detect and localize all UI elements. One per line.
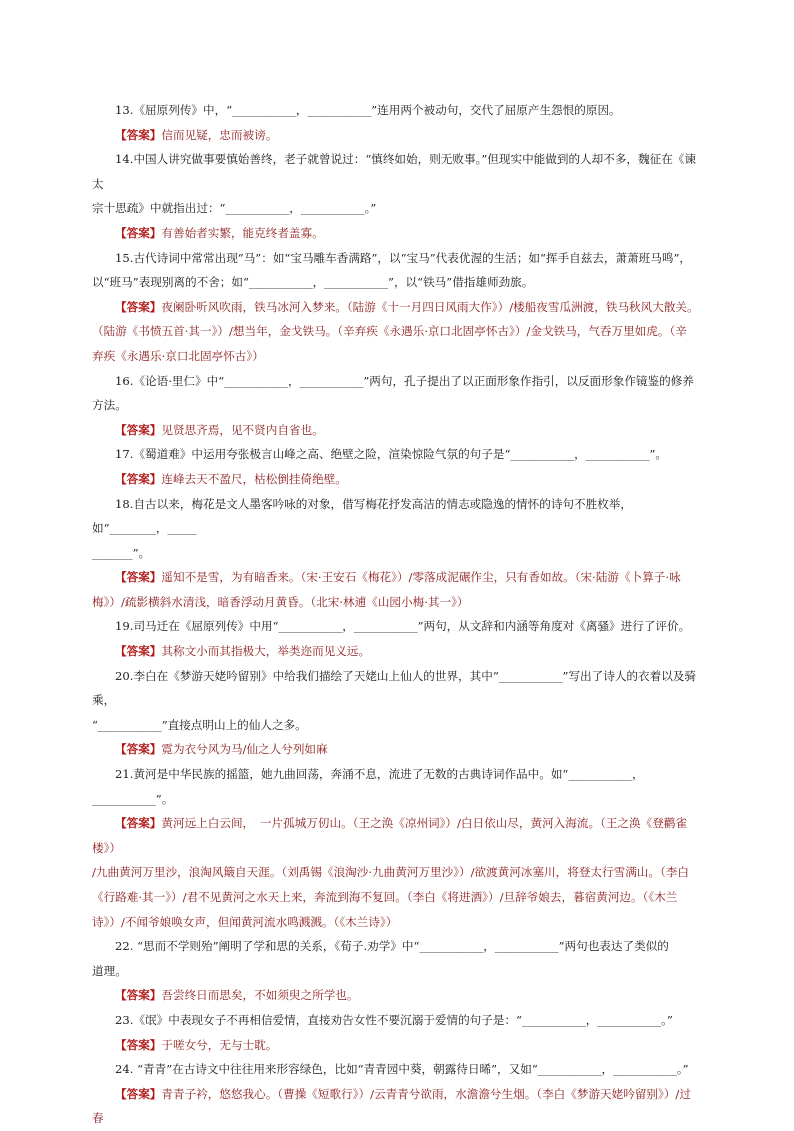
question-line: 15.古代诗词中常常出现“马”：如“宝马雕车香满路”，以“宝马”代表优渥的生活；如“挥手自兹去，萧萧班马鸣”，: [115, 250, 691, 265]
question-line: 24. “青青”在古诗文中往往用来形容绿色，比如“青青园中葵，朝露待日晞”，又如“___________，___________。”: [115, 1062, 689, 1077]
question-line: 方法。: [92, 398, 127, 413]
answer-tag: 【答案】: [115, 1086, 162, 1101]
answer-line: 【答案】有善始者实繁，能克终者盖寡。: [115, 225, 324, 240]
answer-tag: 【答案】: [115, 816, 162, 831]
question-line: 21.黄河是中华民族的摇篮，她九曲回荡，奔涌不息，流进了无数的古典诗词作品中。如“___________，: [115, 767, 644, 782]
answer-tag: 【答案】: [115, 1037, 162, 1052]
answer-line: 诗》）/不闻爷娘唤女声，但闻黄河流水鸣溅溅。（《木兰诗》）: [92, 914, 398, 929]
question-line: 宗十思疏》中就指出过：“___________，___________。”: [92, 201, 377, 216]
answer-line: 【答案】遥知不是雪，为有暗香来。（宋·王安石《梅花》）/零落成泥碾作尘，只有香如故。（宋·陆游《卜算子·咏: [115, 570, 681, 585]
question-line: “___________”直接点明山上的仙人之多。: [92, 717, 307, 732]
answer-line: 《行路难·其一》）/君不见黄河之水天上来，奔流到海不复回。（李白《将进酒》）/旦辞爷娘去，暮宿黄河边。（《木兰: [92, 890, 678, 904]
answer-tag: 【答案】: [115, 570, 162, 585]
question-line: 14.中国人讲究做事要慎始善终，老子就曾说过：“慎终如始，则无败事。”但现实中能做到的人却不多，魏征在《谏太: [92, 152, 696, 191]
question-line: 17.《蜀道难》中运用夸张极言山峰之高、绝壁之险，渲染惊险气氛的句子是“___________，___________”。: [115, 447, 668, 462]
answer-tag: 【答案】: [115, 127, 162, 142]
answer-line: 【答案】青青子衿，悠悠我心。（曹操《短歌行》）/云青青兮欲雨，水澹澹兮生烟。（李白《梦游天姥吟留别》）/过春: [92, 1086, 691, 1126]
question-line: 13.《屈原列传》中，“___________，___________”连用两个被动句，交代了屈原产生怨恨的原因。: [115, 103, 621, 117]
question-line: _______”。: [92, 545, 151, 560]
answer-line: 【答案】信而见疑，忠而被谤。: [115, 127, 278, 142]
question-line: 22. “思而不学则殆”阐明了学和思的关系，《荀子.劝学》中“___________，___________”两句也表达了类似的: [115, 939, 669, 954]
qa-list: [92, 98, 702, 1131]
answer-tag: 【答案】: [115, 644, 162, 659]
answer-line: 【答案】其称文小而其指极大，举类迩而见义远。: [115, 644, 371, 659]
answer-tag: 【答案】: [115, 422, 162, 437]
answer-tag: 【答案】: [115, 988, 162, 1003]
answer-line: （陆游《书愤五首·其一》）/想当年，金戈铁马。（辛弃疾《永遇乐·京口北固亭怀古》）/金戈铁马，气吞万里如虎。（辛: [92, 324, 687, 339]
question-line: 道理。: [92, 963, 127, 978]
question-line: 18.自古以来，梅花是文人墨客吟咏的对象，借写梅花抒发高洁的情志或隐逸的情怀的诗句不胜枚举，如“________，_____: [92, 496, 632, 536]
answer-tag: 【答案】: [115, 299, 162, 314]
question-line: 23.《氓》中表现女子不再相信爱情，直接劝告女性不要沉溺于爱情的句子是：“___________，___________。”: [115, 1012, 673, 1027]
answer-line: 【答案】吾尝终日而思矣，不如须臾之所学也。: [115, 988, 359, 1003]
answer-line: /九曲黄河万里沙，浪淘风簸自天涯。（刘禹锡《浪淘沙·九曲黄河万里沙》）/欲渡黄河冰塞川，将登太行雪满山。（李白: [92, 865, 689, 880]
question-line: 以“班马”表现别离的不舍；如“___________，___________”，以“铁马”借指雄师劲旅。: [92, 275, 534, 290]
answer-tag: 【答案】: [115, 742, 162, 757]
answer-tag: 【答案】: [115, 471, 162, 486]
question-line: 19.司马迁在《屈原列传》中用“___________，___________”两句，从文辞和内涵等角度对《离骚》进行了评价。: [115, 619, 691, 634]
answer-line: 弃疾《永遇乐·京口北固亭怀古》）: [92, 348, 264, 363]
answer-line: 【答案】夜阑卧听风吹雨，铁马冰河入梦来。（陆游《十一月四日风雨大作》）/楼船夜雪瓜洲渡，铁马秋风大散关。: [115, 299, 699, 314]
question-line: ___________”。: [92, 791, 174, 806]
answer-line: 【答案】于嗟女兮，无与士耽。: [115, 1037, 278, 1052]
answer-line: 【答案】连峰去天不盈尺，枯松倒挂倚绝壁。: [115, 471, 347, 486]
answer-line: 【答案】霓为衣兮风为马/仙之人兮列如麻: [115, 742, 328, 757]
answer-tag: 【答案】: [115, 225, 162, 240]
question-line: 16.《论语·里仁》中“___________，___________”两句，孔子提出了以正面形象作指引，以反面形象作镜鉴的修养: [115, 373, 694, 388]
answer-line: 梅》）/疏影横斜水清浅，暗香浮动月黄昏。（北宋·林逋《山园小梅·其一》）: [92, 594, 469, 609]
question-line: 20.李白在《梦游天姥吟留别》中给我们描绘了天姥山上仙人的世界，其中“___________”写出了诗人的衣着以及骑乘，: [92, 668, 696, 708]
answer-line: 【答案】黄河远上白云间， 一片孤城万仞山。（王之涣《凉州词》）/白日依山尽，黄河入海流。（王之涣《登鹳雀楼》）: [92, 816, 688, 855]
answer-line: 【答案】见贤思齐焉，见不贤内自省也。: [115, 422, 324, 437]
